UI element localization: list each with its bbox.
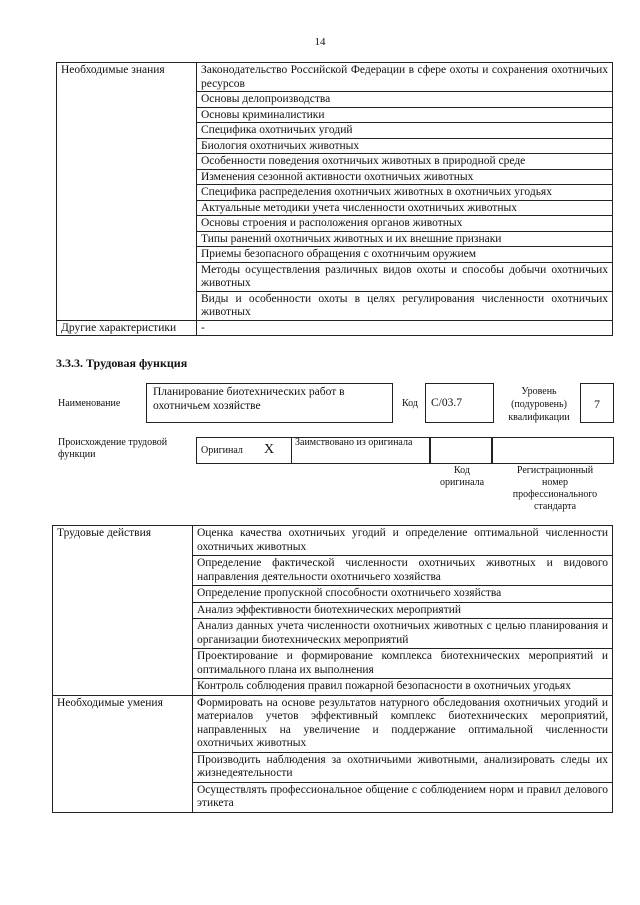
actions-table xyxy=(52,525,613,813)
reg-number-box xyxy=(491,437,614,464)
knowledge-table xyxy=(56,62,613,336)
action-item: Определение фактической численности охотничьих животных и видового направления деятельности охотничьего хозяйства xyxy=(193,556,613,586)
knowledge-item: Методы осуществления различных видов охоты и способы добычи охотничьих животных xyxy=(197,262,613,291)
other-characteristics-label: Другие характеристики xyxy=(57,320,197,336)
divider xyxy=(291,437,292,463)
section-title: 3.3.3. Трудовая функция xyxy=(56,356,188,370)
knowledge-item: Основы строения и расположения органов животных xyxy=(197,216,613,232)
code-original-box xyxy=(429,437,493,464)
skills-label: Необходимые умения xyxy=(53,695,193,812)
other-characteristics-value: - xyxy=(197,320,613,336)
code-original-label: Код оригинала xyxy=(439,465,485,488)
skill-item: Осуществлять профессиональное общение с соблюдением норм и правил делового этикета xyxy=(193,782,613,812)
level-value: 7 xyxy=(594,397,600,411)
knowledge-item: Виды и особенности охоты в целях регулирования численности охотничьих животных xyxy=(197,291,613,320)
action-item: Контроль соблюдения правил пожарной безопасности в охотничьих угодьях xyxy=(193,679,613,696)
knowledge-label: Необходимые знания xyxy=(57,63,197,321)
knowledge-item: Изменения сезонной активности охотничьих животных xyxy=(197,169,613,185)
code-value: С/03.7 xyxy=(431,397,462,409)
page-number: 14 xyxy=(314,36,326,48)
table-row xyxy=(57,320,613,336)
name-value: Планирование биотехнических работ в охотничьем хозяйстве xyxy=(153,386,345,412)
code-label: Код xyxy=(402,398,418,409)
action-item: Оценка качества охотничьих угодий и определение оптимальной численности охотничьих животных xyxy=(193,526,613,556)
knowledge-item: Биология охотничьих животных xyxy=(197,138,613,154)
original-mark: X xyxy=(264,442,275,457)
knowledge-item: Типы ранений охотничьих животных и их внешние признаки xyxy=(197,231,613,247)
table-row xyxy=(57,63,613,92)
action-item: Проектирование и формирование комплекса биотехнических мероприятий и оптимального плана их выполнения xyxy=(193,649,613,679)
skill-item: Формировать на основе результатов натурного обследования охотничьих угодий и материалов учетов эффективный комплекс биотехнических мероприятий, направленных на увеличение и поддержание оптимальной численности охотничьих животных xyxy=(193,695,613,752)
reg-number-label: Регистрационный номер профессионального стандарта xyxy=(512,465,598,512)
name-box xyxy=(146,383,393,423)
knowledge-item: Специфика распределения охотничьих животных в охотничьих угодьях xyxy=(197,185,613,201)
knowledge-item: Особенности поведения охотничьих животных в природной среде xyxy=(197,154,613,170)
knowledge-item: Специфика охотничьих угодий xyxy=(197,123,613,139)
level-label: Уровень (подуровень) квалификации xyxy=(508,386,570,423)
table-row xyxy=(53,526,613,556)
code-box xyxy=(425,383,494,423)
knowledge-item: Основы делопроизводства xyxy=(197,92,613,108)
knowledge-item: Актуальные методики учета численности охотничьих животных xyxy=(197,200,613,216)
skill-item: Производить наблюдения за охотничьими животными, анализировать следы их жизнедеятельности xyxy=(193,752,613,782)
level-box xyxy=(580,383,614,423)
knowledge-item: Законодательство Российской Федерации в сфере охоты и сохранения охотничьих ресурсов xyxy=(197,63,613,92)
borrowed-label: Заимствовано из оригинала xyxy=(295,437,413,448)
name-label: Наименование xyxy=(58,398,121,409)
action-item: Анализ данных учета численности охотничьих животных с целью планирования и организации биотехнических мероприятий xyxy=(193,619,613,649)
knowledge-item: Приемы безопасного обращения с охотничьим оружием xyxy=(197,247,613,263)
knowledge-item: Основы криминалистики xyxy=(197,107,613,123)
table-row xyxy=(53,695,613,752)
original-label: Оригинал xyxy=(201,445,243,456)
origin-label: Происхождение трудовой функции xyxy=(58,437,168,460)
actions-label: Трудовые действия xyxy=(53,526,193,696)
action-item: Анализ эффективности биотехнических мероприятий xyxy=(193,602,613,619)
action-item: Определение пропускной способности охотничьего хозяйства xyxy=(193,586,613,603)
